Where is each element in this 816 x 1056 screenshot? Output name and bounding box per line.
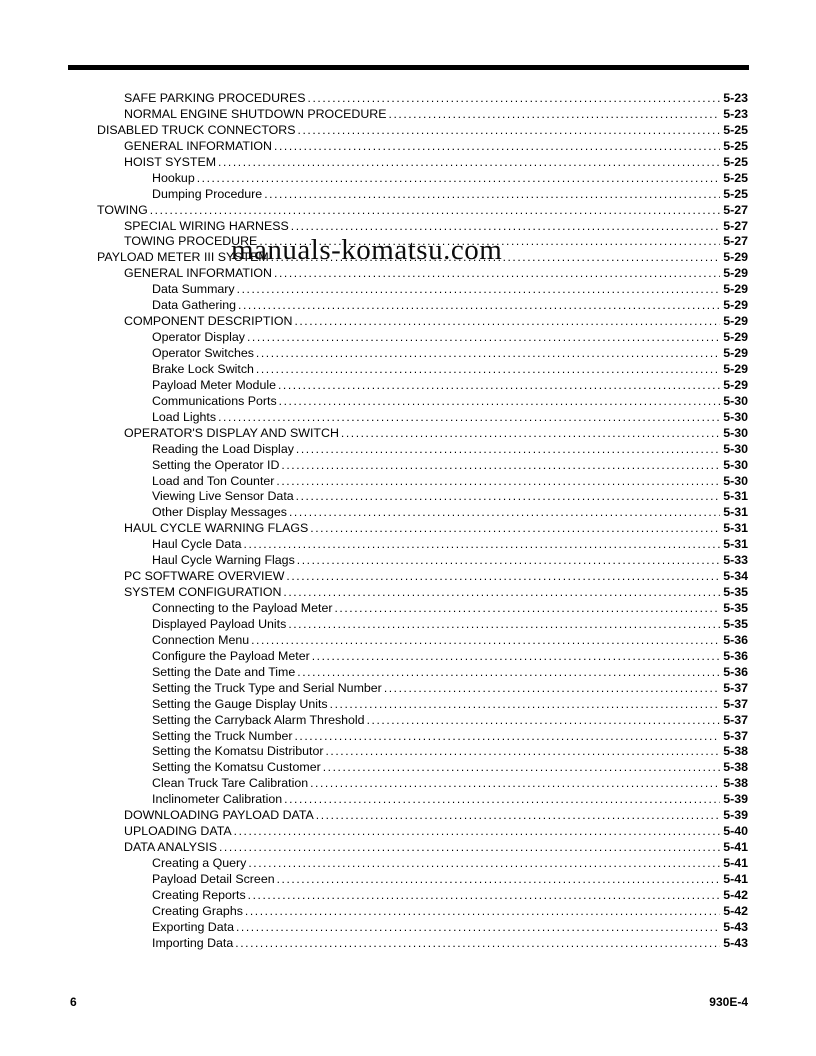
toc-entry (97, 585, 748, 601)
toc-entry-label: Connecting to the Payload Meter (152, 601, 333, 615)
toc-dot-leader (247, 330, 720, 346)
toc-entry-label: Load and Ton Counter (152, 473, 275, 488)
toc-entry-page: 5-29 (723, 361, 748, 376)
toc-entry-label: TOWING PROCEDURE (124, 234, 258, 249)
toc-dot-leader (218, 155, 720, 171)
toc-dot-leader (244, 537, 721, 553)
toc-entry (97, 649, 748, 665)
toc-entry (97, 521, 748, 537)
toc-dot-leader (341, 426, 720, 442)
toc-entry-page: 5-35 (723, 601, 748, 615)
toc-entry-label: Creating Reports (152, 887, 246, 902)
toc-entry (97, 410, 748, 426)
toc-entry (97, 187, 748, 203)
toc-entry (97, 266, 748, 282)
toc-dot-leader (236, 920, 720, 936)
toc-entry (97, 171, 748, 187)
toc-dot-leader (218, 410, 720, 426)
toc-entry-label: HOIST SYSTEM (124, 154, 217, 169)
toc-dot-leader (289, 505, 720, 521)
toc-entry (97, 91, 748, 107)
toc-entry-page: 5-25 (723, 154, 748, 169)
toc-entry-page: 5-40 (723, 824, 748, 839)
toc-entry (97, 107, 748, 123)
toc-entry-page: 5-30 (723, 393, 748, 408)
toc-dot-leader (310, 521, 720, 537)
toc-entry-label: Exporting Data (152, 919, 234, 934)
toc-entry-page: 5-36 (723, 664, 748, 679)
toc-entry (97, 378, 748, 394)
watermark: manuals-komatsu.com (231, 234, 503, 266)
toc-entry (97, 744, 748, 760)
toc-entry-label: SYSTEM CONFIGURATION (124, 585, 282, 600)
toc-entry-page: 5-43 (723, 919, 748, 934)
toc-entry-page: 5-30 (723, 425, 748, 440)
toc-dot-leader (296, 442, 720, 458)
toc-entry-label: Reading the Load Display (152, 441, 294, 456)
toc-entry-page: 5-31 (723, 521, 748, 536)
toc-entry (97, 219, 748, 235)
toc-entry-label: Setting the Truck Number (152, 728, 293, 743)
toc-entry-page: 5-35 (723, 616, 748, 631)
toc-dot-leader (367, 713, 721, 729)
toc-entry-page: 5-31 (723, 489, 748, 504)
toc-entry-page: 5-38 (723, 744, 748, 759)
toc-entry-label: HAUL CYCLE WARNING FLAGS (124, 521, 309, 536)
toc-dot-leader (274, 139, 720, 155)
toc-entry-page: 5-39 (723, 792, 748, 807)
toc-entry-label: DATA ANALYSIS (124, 840, 217, 855)
toc-dot-leader (284, 792, 720, 808)
toc-entry-page: 5-30 (723, 457, 748, 472)
toc-entry-page: 5-25 (723, 138, 748, 153)
toc-entry-label: Configure the Payload Meter (152, 648, 310, 663)
toc-entry-label: Inclinometer Calibration (152, 792, 283, 807)
toc-entry-page: 5-29 (723, 250, 748, 265)
toc-entry-page: 5-25 (723, 122, 748, 137)
toc-entry (97, 505, 748, 521)
toc-entry (97, 681, 748, 697)
toc-entry-page: 5-41 (723, 840, 748, 855)
toc-entry-label: Displayed Payload Units (152, 616, 287, 631)
toc-entry-page: 5-39 (723, 808, 748, 823)
toc-entry (97, 697, 748, 713)
toc-entry-label: Setting the Truck Type and Serial Number (152, 680, 382, 695)
toc-entry-page: 5-37 (723, 728, 748, 743)
toc-entry-label: Setting the Komatsu Distributor (152, 744, 324, 759)
toc-dot-leader (312, 649, 720, 665)
toc-dot-leader (323, 760, 720, 776)
toc-dot-leader (256, 362, 720, 378)
toc-entry-label: OPERATOR'S DISPLAY AND SWITCH (124, 425, 339, 440)
toc-entry (97, 553, 748, 569)
toc-entry-label: SAFE PARKING PROCEDURES (124, 91, 306, 105)
toc-entry (97, 713, 748, 729)
toc-entry-label: Clean Truck Tare Calibration (152, 776, 309, 791)
toc-entry-label: Setting the Carryback Alarm Threshold (152, 712, 365, 727)
model-number: 930E-4 (709, 995, 748, 1009)
toc-entry (97, 314, 748, 330)
toc-dot-leader (296, 489, 721, 505)
toc-entry-label: DOWNLOADING PAYLOAD DATA (124, 808, 314, 823)
toc-entry (97, 203, 748, 219)
toc-entry (97, 346, 748, 362)
toc-entry-page: 5-31 (723, 537, 748, 552)
toc-entry-label: Creating a Query (152, 856, 247, 870)
toc-entry-label: Operator Display (152, 330, 245, 345)
toc-entry (97, 617, 748, 633)
toc-entry-page: 5-31 (723, 505, 748, 520)
toc-entry-label: Payload Detail Screen (152, 871, 275, 886)
toc-entry-page: 5-43 (723, 935, 748, 950)
toc-entry-label: PAYLOAD METER III SYSTEM (97, 250, 269, 265)
toc-dot-leader (286, 569, 720, 585)
toc-dot-leader (288, 617, 720, 633)
toc-entry-page: 5-29 (723, 282, 748, 297)
toc-entry-label: GENERAL INFORMATION (124, 138, 273, 153)
toc-entry-page: 5-37 (723, 712, 748, 727)
toc-entry (97, 824, 748, 840)
toc-dot-leader (219, 840, 720, 856)
toc-entry (97, 792, 748, 808)
toc-dot-leader (279, 394, 721, 410)
toc-entry (97, 840, 748, 856)
toc-dot-leader (237, 282, 721, 298)
header-rule (68, 65, 749, 70)
toc-entry-page: 5-42 (723, 903, 748, 918)
toc-entry-label: Communications Ports (152, 393, 277, 408)
toc-entry (97, 569, 748, 585)
toc-dot-leader (276, 474, 720, 490)
toc-entry (97, 458, 748, 474)
toc-entry-page: 5-34 (723, 569, 748, 584)
toc-dot-leader (264, 187, 720, 203)
toc-entry-label: COMPONENT DESCRIPTION (124, 314, 293, 329)
toc-entry-page: 5-41 (723, 871, 748, 886)
toc-dot-leader (297, 665, 720, 681)
toc-entry-label: Haul Cycle Data (152, 537, 242, 552)
toc-dot-leader (278, 378, 720, 394)
toc-dot-leader (297, 553, 720, 569)
toc-entry-label: Payload Meter Module (152, 377, 276, 392)
toc-entry-label: Other Display Messages (152, 505, 287, 520)
toc-dot-leader (281, 458, 720, 474)
toc-dot-leader (334, 601, 720, 617)
toc-entry-page: 5-37 (723, 696, 748, 711)
toc-entry-label: PC SOFTWARE OVERVIEW (124, 569, 285, 584)
toc-dot-leader (291, 219, 720, 235)
toc-dot-leader (389, 107, 721, 123)
toc-dot-leader (197, 171, 720, 187)
toc-entry-page: 5-41 (723, 856, 748, 870)
toc-entry-page: 5-33 (723, 553, 748, 568)
toc-dot-leader (326, 744, 721, 760)
toc-entry-page: 5-29 (723, 346, 748, 360)
toc-entry (97, 888, 748, 904)
toc-entry-label: NORMAL ENGINE SHUTDOWN PROCEDURE (124, 106, 387, 121)
toc-entry-page: 5-27 (723, 218, 748, 233)
page-number: 6 (70, 995, 77, 1009)
toc-entry-label: Brake Lock Switch (152, 361, 254, 376)
toc-dot-leader (330, 697, 721, 713)
toc-entry-label: Dumping Procedure (152, 186, 263, 201)
toc-entry (97, 776, 748, 792)
toc-entry-page: 5-29 (723, 330, 748, 345)
toc-dot-leader (277, 872, 721, 888)
toc-entry-label: Setting the Gauge Display Units (152, 696, 328, 711)
toc-entry-label: DISABLED TRUCK CONNECTORS (97, 122, 296, 137)
toc-entry (97, 808, 748, 824)
toc-entry (97, 155, 748, 171)
toc-entry (97, 123, 748, 139)
toc-dot-leader (234, 824, 721, 840)
toc-entry-label: Hookup (152, 170, 195, 185)
toc-entry-page: 5-29 (723, 377, 748, 392)
toc-entry-page: 5-36 (723, 632, 748, 647)
toc-dot-leader (310, 776, 720, 792)
toc-entry-label: Operator Switches (152, 346, 254, 360)
toc-entry-label: Load Lights (152, 409, 217, 424)
toc-dot-leader (238, 298, 720, 314)
toc-entry-page: 5-27 (723, 234, 748, 249)
toc-entry (97, 936, 748, 952)
toc-entry (97, 872, 748, 888)
toc-entry-page: 5-30 (723, 441, 748, 456)
toc-entry-page: 5-37 (723, 680, 748, 695)
toc-entry (97, 729, 748, 745)
toc-entry-page: 5-23 (723, 106, 748, 121)
toc-entry-page: 5-27 (723, 202, 748, 217)
toc-entry-page: 5-30 (723, 409, 748, 424)
toc-entry (97, 760, 748, 776)
toc-entry (97, 920, 748, 936)
toc-entry (97, 474, 748, 490)
toc-entry (97, 362, 748, 378)
toc-dot-leader (274, 266, 720, 282)
toc-dot-leader (245, 904, 720, 920)
toc-entry-page: 5-35 (723, 585, 748, 600)
toc-entry (97, 665, 748, 681)
toc-entry-page: 5-29 (723, 298, 748, 313)
toc-entry-page: 5-25 (723, 170, 748, 185)
toc-entry-page: 5-36 (723, 648, 748, 663)
toc-entry-label: Viewing Live Sensor Data (152, 489, 294, 504)
toc-entry (97, 394, 748, 410)
toc-entry-page: 5-29 (723, 266, 748, 281)
toc-entry-label: Setting the Komatsu Customer (152, 760, 321, 775)
toc-entry-label: Creating Graphs (152, 903, 243, 918)
toc-dot-leader (283, 585, 720, 601)
toc-entry (97, 139, 748, 155)
toc-entry (97, 856, 748, 872)
toc-entry-label: SPECIAL WIRING HARNESS (124, 218, 289, 233)
toc-dot-leader (384, 681, 720, 697)
toc-entry-label: UPLOADING DATA (124, 824, 232, 839)
toc-entry (97, 904, 748, 920)
toc-entry-label: Data Gathering (152, 298, 237, 313)
toc-dot-leader (248, 856, 720, 872)
toc-entry-page: 5-38 (723, 760, 748, 775)
toc-entry (97, 537, 748, 553)
toc-entry-page: 5-29 (723, 314, 748, 329)
toc-dot-leader (316, 808, 720, 824)
toc-dot-leader (308, 91, 721, 107)
toc-dot-leader (235, 936, 720, 952)
toc-list (97, 91, 748, 952)
toc-entry (97, 442, 748, 458)
toc-dot-leader (248, 888, 721, 904)
toc-dot-leader (150, 203, 720, 219)
toc-entry (97, 282, 748, 298)
toc-entry-page: 5-25 (723, 186, 748, 201)
toc-entry-page: 5-42 (723, 887, 748, 902)
toc-entry-label: Data Summary (152, 282, 235, 297)
toc-entry-label: Haul Cycle Warning Flags (152, 553, 295, 568)
toc-entry (97, 426, 748, 442)
toc-dot-leader (298, 123, 721, 139)
toc-entry (97, 633, 748, 649)
toc-dot-leader (256, 346, 720, 362)
toc-entry-label: GENERAL INFORMATION (124, 266, 273, 281)
toc-entry-page: 5-30 (723, 473, 748, 488)
toc-entry-label: TOWING (97, 202, 148, 217)
toc-entry-label: Connection Menu (152, 632, 250, 647)
toc-entry (97, 601, 748, 617)
toc-dot-leader (251, 633, 720, 649)
toc-entry-label: Setting the Operator ID (152, 457, 280, 472)
toc-entry-label: Setting the Date and Time (152, 664, 296, 679)
toc-dot-leader (294, 314, 720, 330)
toc-entry (97, 298, 748, 314)
toc-entry (97, 489, 748, 505)
toc-entry-page: 5-38 (723, 776, 748, 791)
toc-entry-label: Importing Data (152, 935, 234, 950)
toc-dot-leader (295, 729, 721, 745)
toc-entry (97, 330, 748, 346)
toc-entry-page: 5-23 (723, 91, 748, 105)
